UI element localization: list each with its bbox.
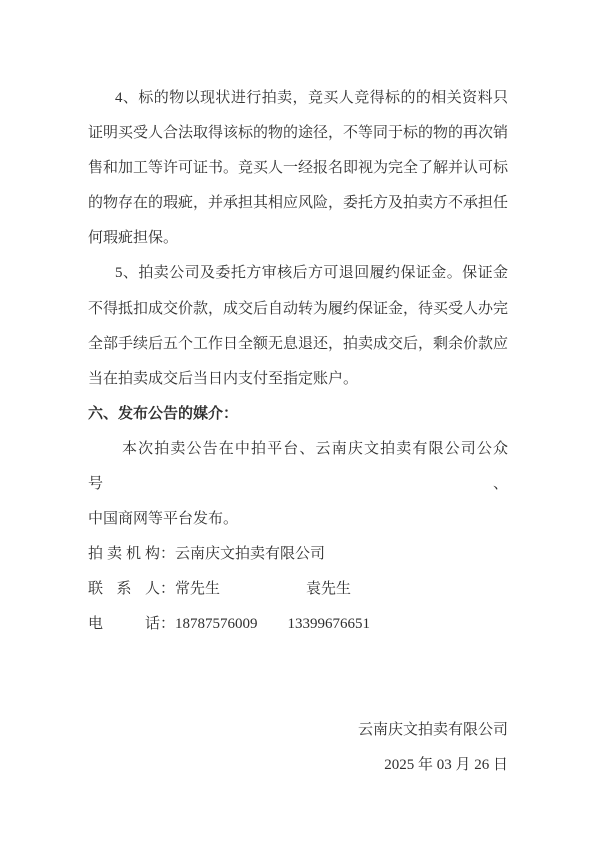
colon: ：: [160, 616, 176, 633]
contact-label: 联系人: [88, 581, 160, 598]
section-6-heading: 六、发布公告的媒介：: [88, 405, 239, 422]
agency-row: [88, 537, 508, 572]
contact-name-1: 常先生: [175, 581, 221, 598]
text-line: 售和加工等许可证书。竞买人一经报名即视为完全了解并认可标: [88, 160, 509, 177]
text-line: 5、拍卖公司及委托方审核后方可退回履约保证金。保证金: [115, 265, 508, 282]
signature-date: 2025 年 03 月 26 日: [384, 756, 508, 773]
contact-row: [88, 572, 508, 607]
phone-label: 电话: [88, 616, 160, 633]
colon: ：: [160, 581, 176, 598]
text-line: 何瑕疵担保。: [88, 230, 179, 247]
clause-4-paragraph: [88, 81, 508, 256]
signature-block: [88, 713, 508, 783]
text-line: 当在拍卖成交后当日内支付至指定账户。: [88, 370, 359, 387]
phone-row: [88, 607, 508, 642]
clause-5-paragraph: [88, 256, 508, 396]
colon: ：: [160, 546, 176, 563]
media-paragraph: [88, 432, 508, 537]
text-line: 不得抵扣成交价款，成交后自动转为履约保证金，待买受人办完: [88, 300, 509, 317]
text-line: 证明买受人合法取得该标的物的途径，不等同于标的物的再次销: [88, 125, 509, 142]
document-body: [88, 81, 508, 783]
contact-name-2: 袁先生: [306, 581, 352, 598]
text-line: 4、标的物以现状进行拍卖，竞买人竞得标的的相关资料只: [115, 90, 508, 106]
text-line: 本次拍卖公告在中拍平台、云南庆文拍卖有限公司公众号、: [88, 440, 508, 493]
signature-company: 云南庆文拍卖有限公司: [357, 721, 508, 738]
text-line: 的物存在的瑕疵，并承担其相应风险，委托方及拍卖方不承担任: [88, 195, 509, 212]
phone-number-1: 18787576009: [175, 616, 258, 633]
text-line: 中国商网等平台发布。: [88, 511, 239, 528]
agency-value: 云南庆文拍卖有限公司: [175, 546, 326, 563]
text-line: 全部手续后五个工作日全额无息退还，拍卖成交后，剩余价款应: [88, 335, 509, 352]
phone-number-2: 13399676651: [287, 616, 371, 633]
agency-label: 拍卖机构: [88, 546, 160, 563]
